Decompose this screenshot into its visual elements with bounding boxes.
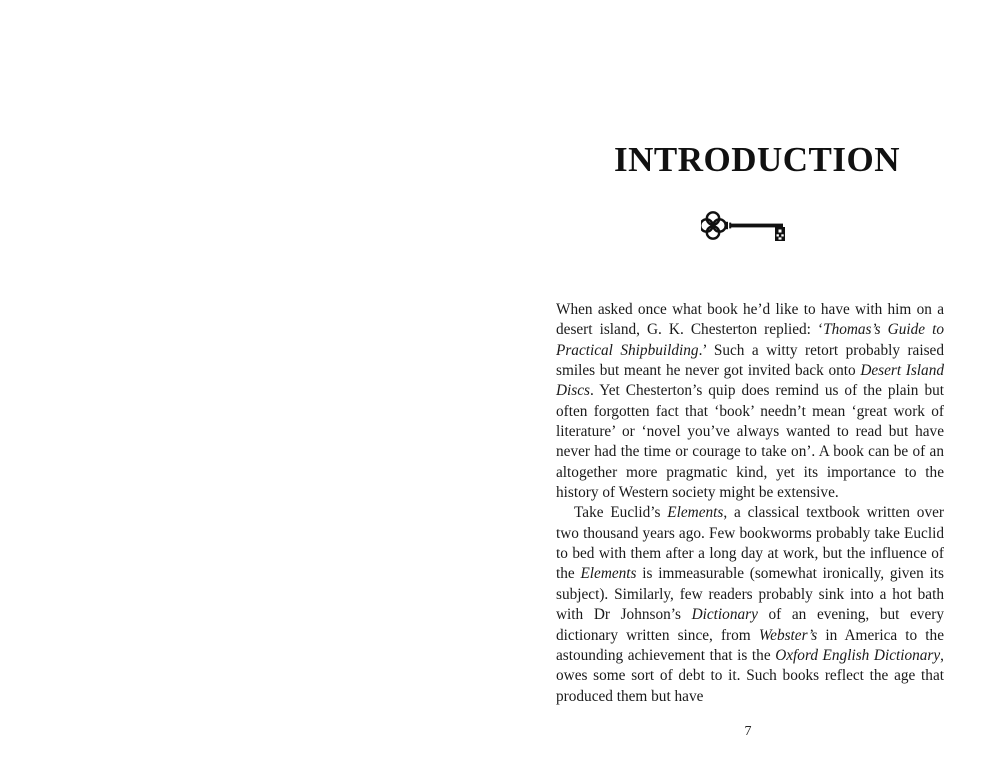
text-run: . Yet Chesterton’s quip does remind us of the plain but often forgotten fact that ‘book’ needn’t mean ‘great work of literature’ or ‘novel you’ve always wanted to read but have never had the time or courage to take on’. A book can be of an altogether more pragmatic kind, yet its importance to the history of Western society might be extensive. (556, 382, 944, 502)
text-run: is immeasurable (somewhat ironically, given its subject). Similarly, few readers probably sink into a hot bath with Dr Johnson’s (556, 565, 944, 624)
italic-text: Desert Island Discs (556, 362, 944, 400)
paragraph (556, 300, 944, 503)
text-run: Take Euclid’s (574, 504, 668, 522)
page-number: 7 (744, 724, 752, 739)
introduction-body-text (556, 300, 944, 707)
text-run: , owes some sort of debt to it. Such books reflect the age that produced them but have (556, 646, 944, 705)
text-run: , a classical textbook written over two thousand years ago. Few bookworms probably take Euclid to bed with them after a long day at work, but the influence of the (556, 504, 944, 583)
chapter-title: INTRODUCTION (613, 140, 901, 179)
skeleton-key-icon (701, 208, 791, 246)
italic-text: Oxford English Dictionary (775, 646, 941, 664)
italic-text: Elements (580, 565, 637, 583)
italic-text: Dictionary (691, 606, 758, 624)
italic-text: Thomas’s Guide to Practical Shipbuilding (556, 321, 944, 359)
text-run: When asked once what book he’d like to have with him on a desert island, G. K. Chesterton replied: ‘ (556, 301, 944, 339)
italic-text: Elements (667, 504, 724, 522)
text-run: of an evening, but every dictionary written since, from (556, 606, 944, 644)
text-run: .’ Such a witty retort probably raised smiles but meant he never got invited back onto (556, 341, 944, 380)
text-run: in America to the astounding achievement that is the (556, 626, 944, 664)
paragraph (556, 503, 944, 706)
right-page (498, 0, 996, 763)
italic-text: Webster’s (758, 626, 818, 644)
